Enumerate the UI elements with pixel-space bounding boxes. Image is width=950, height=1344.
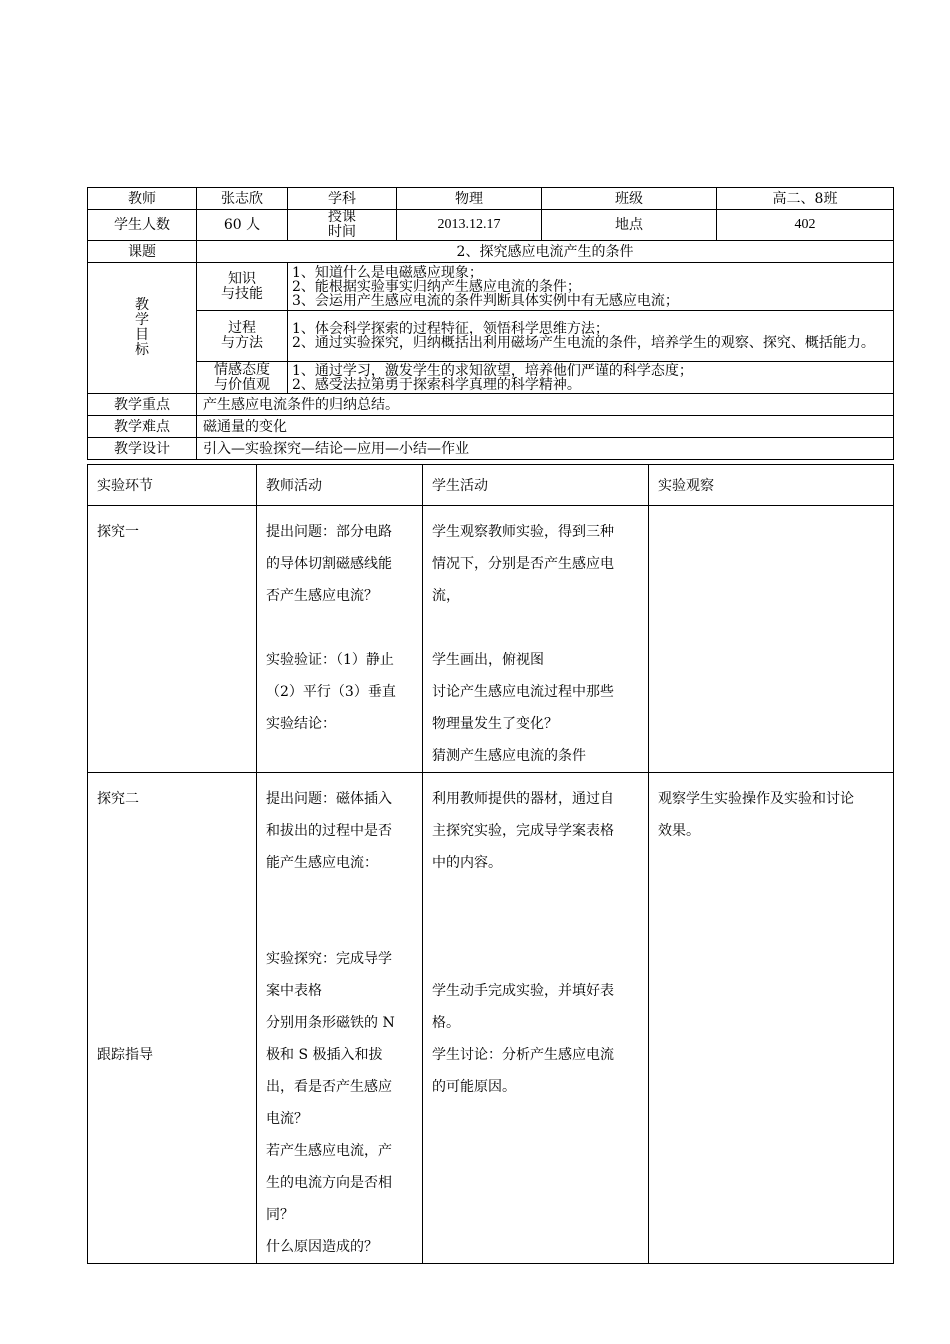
text-line: 实验验证：（1）静止 [266,652,394,668]
time-label-line1: 授课 [328,209,356,225]
activity-table [87,464,894,1264]
class-value: 高二、8班 [717,188,894,210]
goal-item: 1、通过学习，激发学生的求知欲望，培养他们严谨的科学态度； [292,362,693,379]
text-line: 和拔出的过程中是否 [266,823,392,839]
text-line: 极和 S 极插入和拔 [266,1047,383,1063]
goals-label-char: 标 [135,342,149,358]
text-line: 分别用条形磁铁的 N [266,1015,395,1031]
text-line: 实验结论： [266,716,336,732]
difficulty-label: 教学难点 [88,416,197,438]
header-observe: 实验观察 [649,465,894,506]
text-line: 学生画出，俯视图 [432,652,544,668]
key-point-label: 教学重点 [88,394,197,416]
teacher-label: 教师 [88,188,197,210]
goal-item: 2、能根据实验事实归纳产生感应电流的条件； [292,278,581,295]
text-line: 讨论产生感应电流过程中那些 [432,684,614,700]
text-line: 若产生感应电流，产 [266,1143,392,1159]
goals-label-char: 目 [135,327,149,343]
observe-cell [649,506,894,773]
goals-label-char: 教 [135,297,149,313]
emotion-label-line1: 情感态度 [214,361,270,378]
time-label-line2: 时间 [328,224,356,240]
student-activity-cell [423,506,649,773]
goal-item: 2、通过实验探究，归纳概括出利用磁场产生电流的条件，培养学生的观察、探究、概括能力。 [292,335,875,351]
header-teacher: 教师活动 [257,465,423,506]
text-line: 效果。 [658,823,700,839]
text-line: 主探究实验，完成导学案表格 [432,823,614,839]
text-line: 的导体切割磁感线能 [266,556,392,572]
text-line: 学生讨论：分析产生感应电流 [432,1047,614,1063]
text-line: 生的电流方向是否相 [266,1175,392,1191]
emotion-goals [288,362,894,394]
observe-cell [649,773,894,1264]
text-line: （2）平行（3）垂直 [266,684,396,700]
text-line: 猜测产生感应电流的条件 [432,748,586,764]
text-line: 电流？ [266,1111,308,1127]
text-line: 学生动手完成实验，并填好表 [432,983,614,999]
text-line: 提出问题：磁体插入 [266,791,392,807]
key-point-value: 产生感应电流条件的归纳总结。 [197,394,894,416]
text-line: 的可能原因。 [432,1079,516,1095]
stage-label: 探究一 [97,524,139,540]
emotion-label [197,362,288,394]
text-line: 中的内容。 [432,855,502,871]
teacher-activity-cell [257,506,423,773]
knowledge-goals [288,263,894,311]
text-line: 否产生感应电流？ [266,588,378,604]
place-value: 402 [717,210,894,241]
text-line: 流， [432,588,460,604]
student-activity-cell [423,773,649,1264]
text-line: 提出问题：部分电路 [266,524,392,540]
text-line: 案中表格 [266,983,322,999]
text-line: 出，看是否产生感应 [266,1079,392,1095]
goal-item: 2、感受法拉第勇于探索科学真理的科学精神。 [292,376,581,393]
goals-label-char: 学 [135,312,149,328]
design-label: 教学设计 [88,438,197,460]
difficulty-value: 磁通量的变化 [197,416,894,438]
stage-cell [88,506,257,773]
header-stage: 实验环节 [88,465,257,506]
text-line: 情况下，分别是否产生感应电 [432,556,614,572]
students-value: 60 人 [197,210,288,241]
stage-label: 跟踪指导 [97,1047,153,1063]
class-label: 班级 [542,188,717,210]
text-line: 利用教师提供的器材，通过自 [432,791,614,807]
process-label [197,311,288,362]
subject-value: 物理 [397,188,542,210]
teacher-value: 张志欣 [197,188,288,210]
topic-label: 课题 [88,241,197,263]
place-label: 地点 [542,210,717,241]
text-line: 实验探究：完成导学 [266,951,392,967]
knowledge-label-line2: 与技能 [221,285,263,302]
process-goals [288,311,894,362]
process-label-line1: 过程 [228,320,256,336]
text-line: 学生观察教师实验，得到三种 [432,524,614,540]
subject-label: 学科 [288,188,397,210]
students-label: 学生人数 [88,210,197,241]
text-line: 格。 [432,1015,460,1031]
time-value: 2013.12.17 [397,210,542,241]
topic-value: 2、探究感应电流产生的条件 [197,241,894,263]
teacher-activity-cell [257,773,423,1264]
stage-label: 探究二 [97,791,139,807]
stage-cell [88,773,257,1264]
goal-item: 3、会运用产生感应电流的条件判断具体实例中有无感应电流； [292,292,679,309]
time-label [288,210,397,241]
process-label-line2: 与方法 [221,335,263,351]
lesson-info-table [87,187,894,460]
goals-label [88,263,197,394]
header-student: 学生活动 [423,465,649,506]
knowledge-label-line1: 知识 [228,270,256,287]
text-line: 同？ [266,1207,294,1223]
emotion-label-line2: 与价值观 [214,376,270,393]
text-line: 什么原因造成的？ [266,1239,378,1255]
text-line: 观察学生实验操作及实验和讨论 [658,791,854,807]
goal-item: 1、知道什么是电磁感应现象； [292,264,483,281]
knowledge-label [197,263,288,311]
text-line: 物理量发生了变化？ [432,716,558,732]
text-line: 能产生感应电流： [266,855,378,871]
goal-item: 1、体会科学探索的过程特征，领悟科学思维方法； [292,321,609,337]
design-value: 引入—实验探究—结论—应用—小结—作业 [197,438,894,460]
